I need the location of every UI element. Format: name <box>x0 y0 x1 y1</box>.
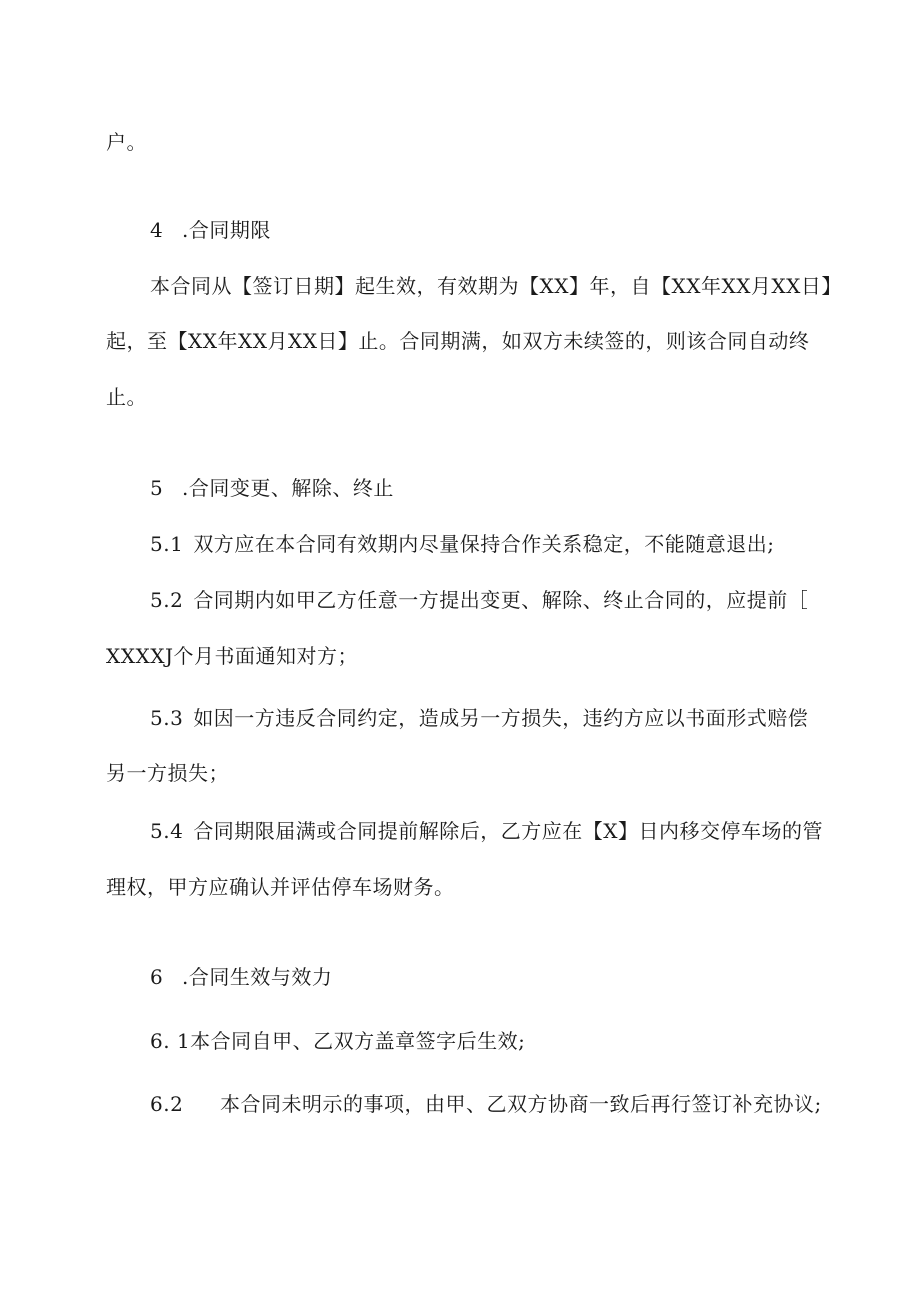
clause-5-4-continuation: 理权，甲方应确认并评估停车场财务。 <box>106 875 455 899</box>
continuation-text: 户。 <box>106 130 147 154</box>
section-4-para-line-3: 止。 <box>106 385 147 409</box>
clause-number: 5.4 <box>150 819 184 843</box>
section-6-title: .合同生效与效力 <box>182 965 333 989</box>
clause-5-4 <box>150 817 823 845</box>
section-5-heading <box>150 474 394 502</box>
section-4-title: .合同期限 <box>182 218 271 242</box>
section-6-heading <box>150 963 332 991</box>
clause-5-3-continuation: 另一方损失； <box>106 761 229 785</box>
section-4-number: 4 <box>150 218 164 242</box>
clause-text: 合同期限届满或合同提前解除后，乙方应在【X】日内移交停车场的管 <box>193 819 824 843</box>
section-4-para-line-1: 本合同从【签订日期】起生效，有效期为【XX】年，自【XX年XX月XX日】 <box>150 274 842 298</box>
clause-6-2 <box>150 1090 822 1118</box>
clause-text: 如因一方违反合同约定，造成另一方损失，违约方应以书面形式赔偿 <box>193 706 809 730</box>
clause-number: 6. 1 <box>150 1029 191 1053</box>
section-5-number: 5 <box>150 476 164 500</box>
clause-text: 本合同未明示的事项，由甲、乙双方协商一致后再行签订补充协议; <box>220 1092 822 1116</box>
section-4-heading <box>150 216 271 244</box>
clause-text: 双方应在本合同有效期内尽量保持合作关系稳定，不能随意退出; <box>193 532 775 556</box>
section-4-para-line-2: 起，至【XX年XX月XX日】止。合同期满，如双方未续签的，则该合同自动终 <box>106 329 810 353</box>
clause-text: 本合同自甲、乙双方盖章签字后生效; <box>190 1029 526 1053</box>
clause-5-3 <box>150 704 808 732</box>
clause-number: 5.1 <box>150 532 184 556</box>
section-6-number: 6 <box>150 965 164 989</box>
clause-6-1 <box>150 1027 525 1055</box>
clause-5-1 <box>150 530 775 558</box>
clause-number: 5.2 <box>150 588 184 612</box>
clause-number: 6.2 <box>150 1092 184 1116</box>
clause-text: 合同期内如甲乙方任意一方提出变更、解除、终止合同的，应提前［ <box>193 588 809 612</box>
clause-5-2 <box>150 586 808 614</box>
clause-5-2-continuation: XXXXJ个月书面通知对方； <box>106 644 358 668</box>
clause-number: 5.3 <box>150 706 184 730</box>
section-5-title: .合同变更、解除、终止 <box>182 476 394 500</box>
